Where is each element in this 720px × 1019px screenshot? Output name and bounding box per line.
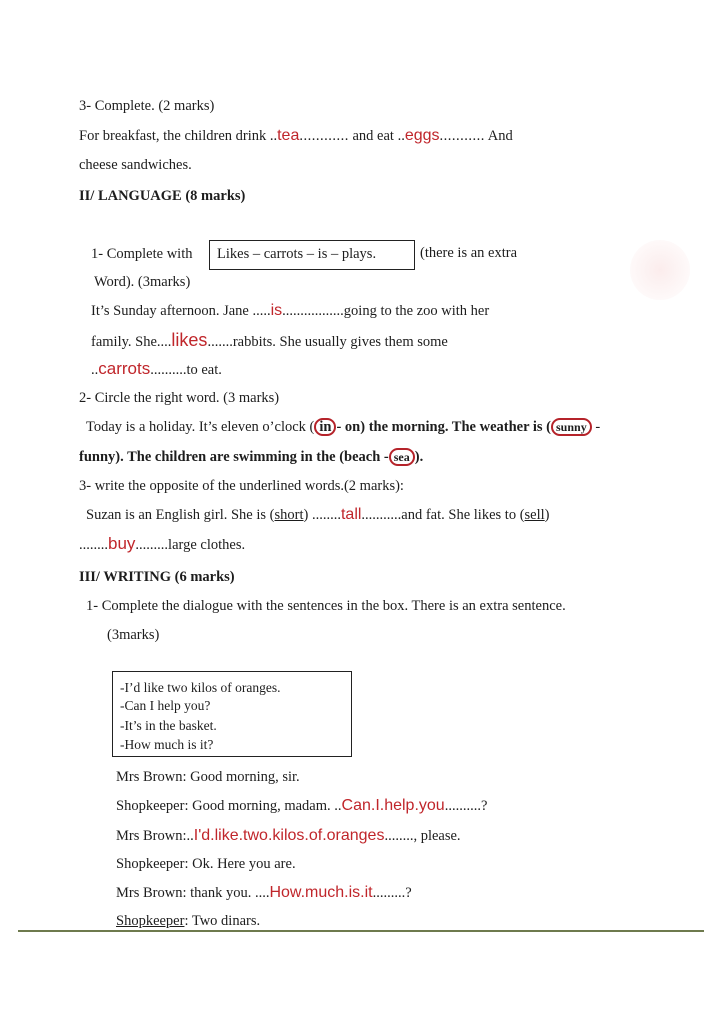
writing-q1-line-2: (3marks) xyxy=(107,627,160,643)
dialogue-line-3: Mrs Brown:..I'd.like.two.kilos.of.oranges........, please. xyxy=(116,827,461,844)
language-heading: II/ LANGUAGE (8 marks) xyxy=(79,188,246,204)
question-3-line-1: For breakfast, the children drink ..tea............ and eat ..eggs........... And xyxy=(79,127,513,144)
answer-two-kilos: I'd.like.two.kilos.of.oranges xyxy=(193,827,385,844)
dialogue-line-1: Mrs Brown: Good morning, sir. xyxy=(116,769,300,785)
dialogue-line-5: Mrs Brown: thank you. ....How.much.is.it.........? xyxy=(116,884,412,901)
answer-tea: tea xyxy=(277,127,300,144)
paragraph-line-1: It’s Sunday afternoon. Jane .....is.................going to the zoo with her xyxy=(91,302,490,319)
sentence-box-item: -Can I help you? xyxy=(120,698,211,713)
answer-likes: likes xyxy=(171,330,208,350)
circle-line-1: Today is a holiday. It’s eleven o’clock ( in - on) the morning. The weather is ( sunny - xyxy=(86,419,601,435)
answer-tall: tall xyxy=(340,506,362,523)
opposite-line-2: ........buy.........large clothes. xyxy=(79,534,246,553)
circled-word-in: in xyxy=(314,418,336,436)
dialogue-line-2: Shopkeeper: Good morning, madam. ..Can.I.help.you..........? xyxy=(116,797,488,814)
sentence-box-item: -I’d like two kilos of oranges. xyxy=(120,680,281,695)
language-q1-suffix: (there is an extra xyxy=(420,245,518,261)
sentence-box-item: -It’s in the basket. xyxy=(120,718,217,733)
question-3-title: 3- Complete. (2 marks) xyxy=(79,98,215,114)
dialogue-line-4: Shopkeeper: Ok. Here you are. xyxy=(116,856,296,872)
bottom-rule xyxy=(18,930,704,932)
word-box-words: Likes – carrots – is – plays. xyxy=(217,246,377,262)
stain-mark xyxy=(630,240,690,300)
answer-carrots: carrots xyxy=(98,359,151,378)
sentence-box-item: -How much is it? xyxy=(120,737,214,752)
language-q1-line-2: Word). (3marks) xyxy=(94,274,191,290)
language-q3-title: 3- write the opposite of the underlined words.(2 marks): xyxy=(79,478,404,494)
circled-word-sunny: sunny xyxy=(551,418,592,436)
question-3-line-2: cheese sandwiches. xyxy=(79,157,192,173)
dialogue-line-6: Shopkeeper: Two dinars. xyxy=(116,913,261,929)
answer-buy: buy xyxy=(108,534,136,553)
underlined-short: short xyxy=(274,507,304,523)
paragraph-line-3: ..carrots..........to eat. xyxy=(91,359,222,378)
circled-word-sea: sea xyxy=(389,448,415,466)
answer-how-much: How.much.is.it xyxy=(269,884,373,901)
underlined-sell: sell xyxy=(524,507,545,523)
opposite-line-1: Suzan is an English girl. She is (short) ........tall...........and fat. She likes to (sell) xyxy=(86,506,550,523)
answer-eggs: eggs xyxy=(404,127,440,144)
paragraph-line-2: family. She....likes.......rabbits. She usually gives them some xyxy=(91,330,448,350)
answer-can-i-help-you: Can.I.help.you xyxy=(341,797,445,814)
writing-q1-line-1: 1- Complete the dialogue with the sentences in the box. There is an extra sentence. xyxy=(86,598,566,614)
circle-line-2: funny). The children are swimming in the (beach - sea ). xyxy=(79,449,424,465)
answer-is: is xyxy=(270,302,283,319)
writing-heading: III/ WRITING (6 marks) xyxy=(79,569,235,585)
language-q2-title: 2- Circle the right word. (3 marks) xyxy=(79,390,280,406)
language-q1-prefix: 1- Complete with xyxy=(91,246,193,262)
